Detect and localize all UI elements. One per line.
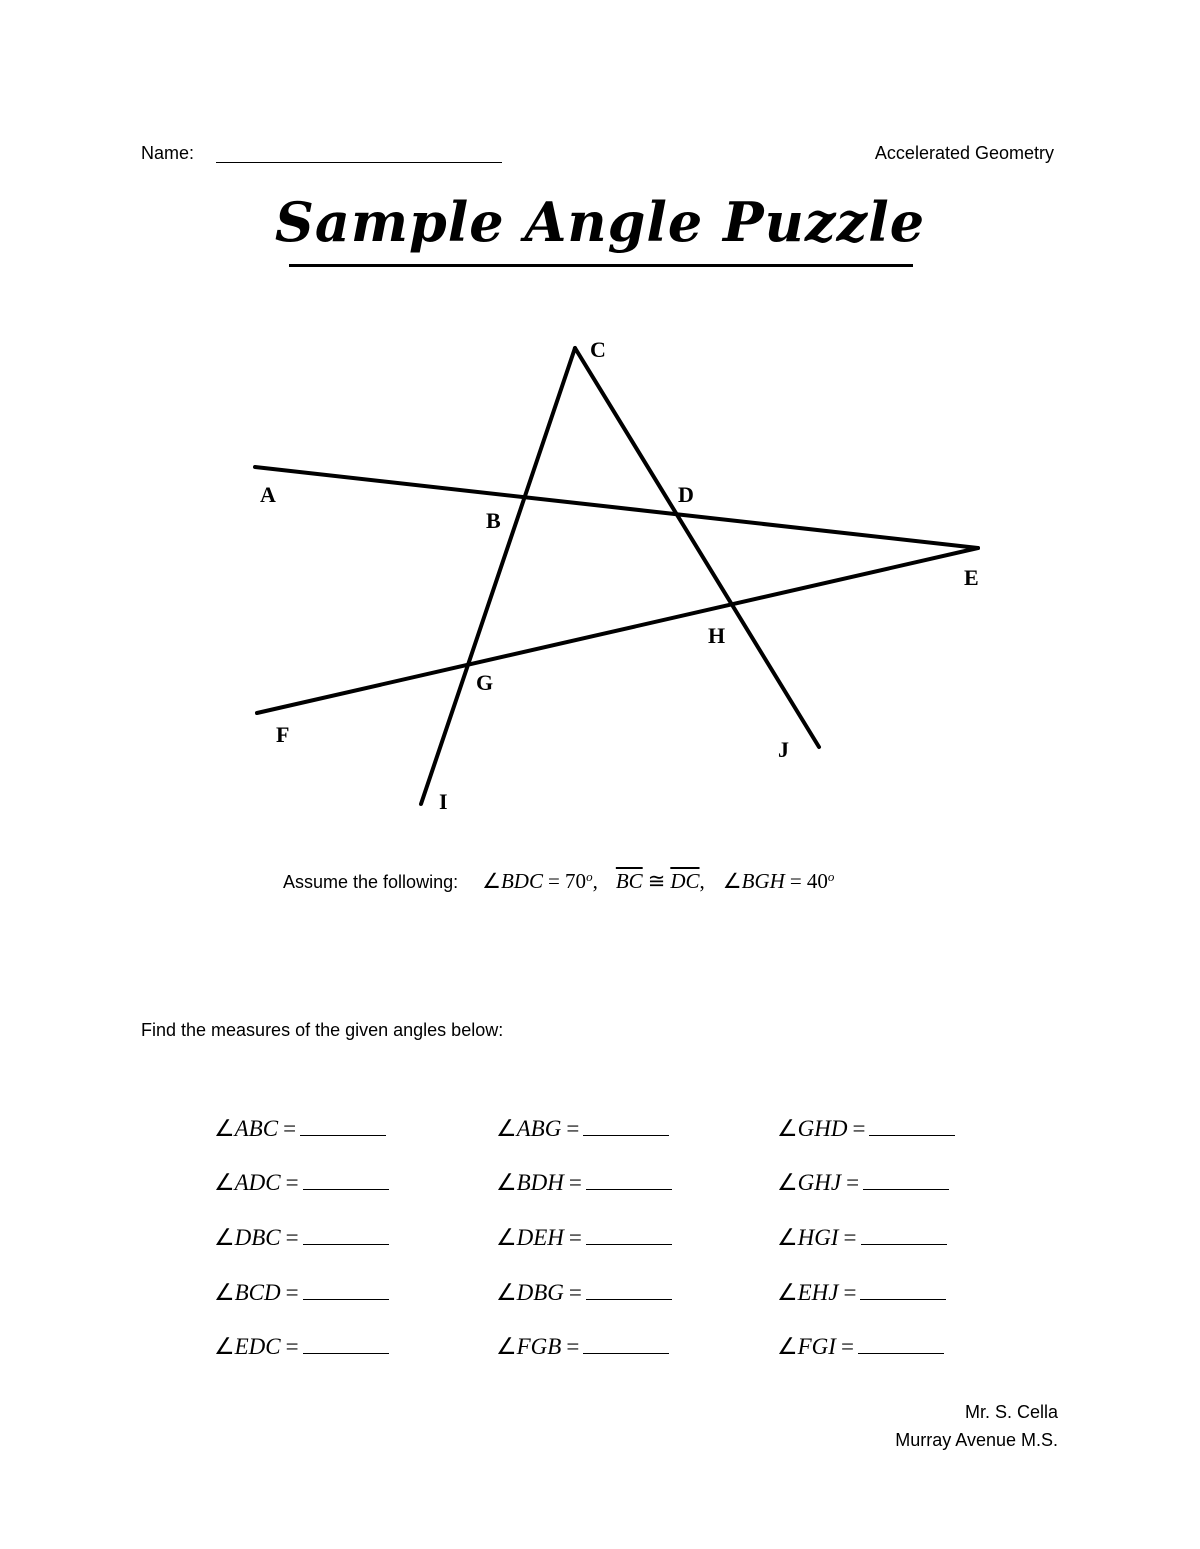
comma: , [699, 869, 705, 893]
angle-name: GHJ [797, 1170, 842, 1195]
given-intro: Assume the following: [283, 872, 459, 892]
angle-name: FGI [797, 1334, 836, 1359]
answer-blank[interactable] [586, 1281, 672, 1300]
equals-sign: = [840, 1334, 854, 1359]
given-angle-bgh: BGH [741, 869, 785, 893]
answer-blank[interactable] [861, 1226, 947, 1245]
answer-blank[interactable] [586, 1226, 672, 1245]
angle-symbol: ∠ [482, 869, 501, 893]
angle-answer-deh [496, 1225, 672, 1251]
point-label-i: I [439, 789, 448, 814]
point-label-d: D [678, 482, 694, 507]
angle-symbol: ∠ [777, 1334, 798, 1359]
angle-symbol: ∠ [496, 1280, 517, 1305]
equals-sign: = [568, 1170, 582, 1195]
angle-name: ADC [234, 1170, 281, 1195]
angle-answer-abg [496, 1116, 669, 1142]
angle-symbol: ∠ [722, 869, 742, 893]
angle-answer-ehj [777, 1280, 946, 1306]
angle-answer-abc [214, 1116, 386, 1142]
angle-symbol: ∠ [496, 1170, 517, 1195]
angle-name: EHJ [797, 1280, 839, 1305]
answer-blank[interactable] [303, 1226, 389, 1245]
angle-answer-fgb [496, 1334, 669, 1360]
angle-answer-bdh [496, 1170, 672, 1196]
equals-sign: = [566, 1334, 580, 1359]
degree-mark: o [827, 869, 835, 884]
angle-symbol: ∠ [496, 1334, 517, 1359]
angle-symbol: ∠ [777, 1116, 798, 1141]
instruction-text: Find the measures of the given angles below: [141, 1020, 504, 1040]
angle-name: BCD [234, 1280, 281, 1305]
angle-answer-hgi [777, 1225, 947, 1251]
angle-name: EDC [234, 1334, 281, 1359]
answer-blank[interactable] [583, 1117, 669, 1136]
answer-blank[interactable] [586, 1171, 672, 1190]
line-ci [421, 348, 575, 804]
angle-name: ABC [234, 1116, 279, 1141]
answer-blank[interactable] [303, 1281, 389, 1300]
answer-blank[interactable] [860, 1281, 946, 1300]
equals-sign: = [285, 1225, 299, 1250]
angle-symbol: ∠ [496, 1116, 517, 1141]
angle-symbol: ∠ [214, 1334, 235, 1359]
given-statement [283, 869, 834, 894]
equals-sign: = [285, 1334, 299, 1359]
page-title: Sample Angle Puzzle [274, 190, 926, 254]
answer-blank[interactable] [863, 1171, 949, 1190]
point-label-b: B [486, 508, 501, 533]
name-label: Name: [141, 143, 195, 163]
angle-symbol: ∠ [777, 1280, 798, 1305]
answer-blank[interactable] [300, 1117, 386, 1136]
point-label-f: F [276, 722, 290, 747]
angle-answer-dbc [214, 1225, 389, 1251]
given-angle-bdc-value: = 70 [547, 869, 587, 893]
comma: , [592, 869, 598, 893]
angle-name: HGI [797, 1225, 839, 1250]
angle-answer-fgi [777, 1334, 944, 1360]
point-label-c: C [590, 337, 606, 362]
answer-blank[interactable] [869, 1117, 955, 1136]
point-label-h: H [708, 623, 726, 648]
segment-dc: $\overline{DC}$ [670, 869, 700, 893]
point-label-a: A [260, 482, 276, 507]
angle-symbol: ∠ [496, 1225, 517, 1250]
point-label-j: J [778, 737, 789, 762]
equals-sign: = [566, 1116, 580, 1141]
angle-symbol: ∠ [214, 1116, 235, 1141]
angle-name: DEH [516, 1225, 564, 1250]
angle-name: BDH [516, 1170, 564, 1195]
angle-name: DBG [516, 1280, 564, 1305]
angle-symbol: ∠ [214, 1280, 235, 1305]
line-fe [257, 548, 978, 713]
angle-answer-edc [214, 1334, 389, 1360]
angle-symbol: ∠ [777, 1170, 798, 1195]
answer-blank[interactable] [583, 1335, 669, 1354]
answer-blank[interactable] [858, 1335, 944, 1354]
equals-sign: = [285, 1170, 299, 1195]
angle-name: FGB [516, 1334, 562, 1359]
equals-sign: = [843, 1280, 857, 1305]
point-label-g: G [476, 670, 494, 695]
angle-symbol: ∠ [777, 1225, 798, 1250]
equals-sign: = [846, 1170, 860, 1195]
answer-blank[interactable] [303, 1335, 389, 1354]
angle-answer-ghd [777, 1116, 955, 1142]
angle-name: GHD [797, 1116, 848, 1141]
answer-blank[interactable] [303, 1171, 389, 1190]
angle-name: ABG [516, 1116, 562, 1141]
angle-answer-adc [214, 1170, 389, 1196]
angle-answer-ghj [777, 1170, 949, 1196]
equals-sign: = [283, 1116, 297, 1141]
teacher-name: Mr. S. Cella [964, 1402, 1058, 1422]
given-angle-bdc: BDC [500, 869, 543, 893]
equals-sign: = [852, 1116, 866, 1141]
congruent-symbol: ≅ [647, 869, 666, 893]
angle-symbol: ∠ [214, 1225, 235, 1250]
given-angle-bgh-value: = 40 [789, 869, 828, 893]
line-ae [255, 467, 978, 548]
degree-mark: o [586, 869, 593, 884]
angle-name: DBC [234, 1225, 281, 1250]
angle-answer-bcd [214, 1280, 389, 1306]
equals-sign: = [285, 1280, 299, 1305]
segment-bc: $\overline{BC}$ [615, 869, 643, 893]
equals-sign: = [568, 1280, 582, 1305]
angle-answer-dbg [496, 1280, 672, 1306]
course-title: Accelerated Geometry [874, 143, 1054, 163]
point-label-e: E [964, 565, 979, 590]
school-name: Murray Avenue M.S. [895, 1430, 1058, 1450]
angle-symbol: ∠ [214, 1170, 235, 1195]
line-cj [575, 348, 819, 747]
equals-sign: = [568, 1225, 582, 1250]
equals-sign: = [843, 1225, 857, 1250]
